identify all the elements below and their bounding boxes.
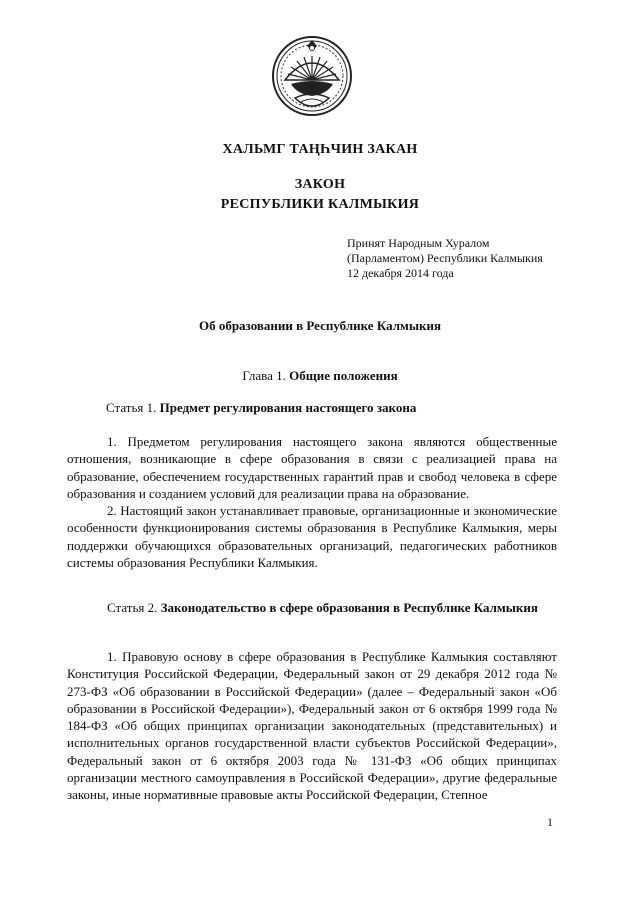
article-2-prefix: Статья 2. [107, 600, 161, 615]
article-1-title: Предмет регулирования настоящего закона [159, 400, 417, 415]
article-1-body [67, 433, 557, 571]
adoption-date: 12 декабря 2014 года [347, 266, 454, 280]
adoption-note [347, 236, 543, 281]
article-2-title: Законодательство в сфере образования в Республике Калмыкия [160, 600, 538, 615]
article-1-paragraph-2: 2. Настоящий закон устанавливает правовые, организационные и экономические особенности функционирования системы образования в Республике Калмыкия, меры поддержки обучающихся образовательных организаций, педагогических работников системы образования Республики Калмыкия. [67, 503, 557, 571]
article-1-paragraph-1: 1. Предметом регулирования настоящего закона являются общественные отношения, возникающие в сфере образования в связи с реализацией права на образование, обеспечением государственных гарантий прав и свобод человека в сфере образования и созданием условий для реализации права на образование. [67, 434, 557, 501]
adoption-line-2: (Парламентом) Республики Калмыкия [347, 251, 543, 265]
kalmykia-coat-of-arms-icon [271, 34, 353, 118]
law-label: ЗАКОН [294, 177, 346, 192]
republic-name: РЕСПУБЛИКИ КАЛМЫКИЯ [220, 197, 420, 212]
article-2-heading [67, 599, 557, 616]
chapter-prefix: Глава 1. [242, 368, 290, 383]
page-number: 1 [547, 815, 553, 829]
article-1-heading [106, 400, 416, 416]
article-1-prefix: Статья 1. [106, 400, 160, 415]
article-2-body [67, 648, 557, 804]
chapter-title: Общие положения [289, 368, 398, 383]
adoption-line-1: Принят Народным Хуралом [347, 236, 490, 250]
article-2-paragraph-1: 1. Правовую основу в сфере образования в Республике Калмыкия составляют Конституция Российской Федерации, Федеральный закон от 29 декабря 2012 года № 273-ФЗ «Об образовании в Российской Федерации» (далее – Федеральный закон «Об образовании в Российской Федерации»), Федеральный закон от 6 октября 1999 года № 184-ФЗ «Об общих принципах организации законодательных (представительных) и исполнительных органов государственной власти субъектов Российской Федерации», Федеральный закон от 6 октября 2003 года № 131-ФЗ «Об общих принципах организации местного самоуправления в Российской Федерации», другие федеральные законы, иные нормативные правовые акты Российской Федерации, Степное [67, 649, 557, 803]
law-title: Об образовании в Республике Калмыкия [198, 318, 442, 333]
kalmyk-law-title: ХАЛЬМГ ТАҢҺЧИН ЗАКАН [222, 142, 418, 157]
chapter-heading [0, 368, 640, 384]
